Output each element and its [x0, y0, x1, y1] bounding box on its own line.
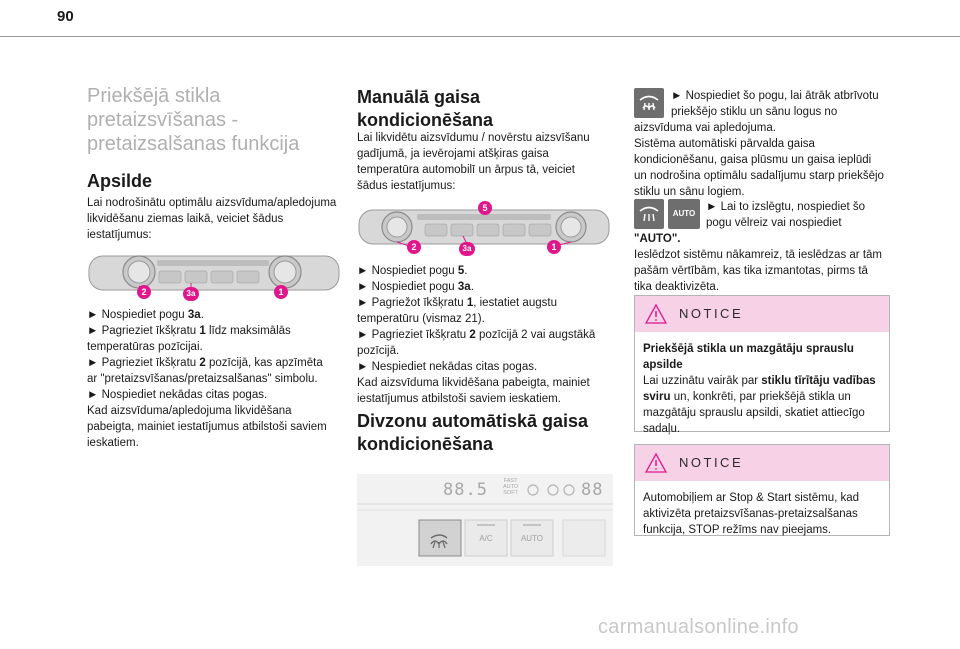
step-line: ► Nospiediet pogu 3a.	[357, 281, 474, 293]
apsilde-steps	[87, 307, 349, 451]
dual-zone-panel-illustration	[357, 474, 613, 566]
heating-panel-illustration	[87, 250, 342, 302]
step-line: temperatūru (vismaz 21).	[357, 313, 485, 325]
top-rule	[0, 36, 960, 37]
text-line: ieskatiem.	[87, 437, 139, 449]
notice-body	[635, 481, 889, 546]
section-title-line: pretaizsalšanas funkcija	[87, 133, 300, 155]
text-line: Kad aizsvīduma/apledojuma likvidēšana	[87, 405, 292, 417]
text-line: pogu vēlreiz vai nospiediet	[706, 217, 842, 229]
notice-body	[635, 332, 889, 445]
text-line: pašām vērtībām, kas tika izmantotas, pirms tā	[634, 265, 868, 277]
text-line: Lai nodrošinātu optimālu aizsvīduma/apledojuma	[87, 197, 337, 209]
text-line: iestatījumus atbilstoši saviem ieskatiem.	[357, 393, 561, 405]
callout-5: 5	[478, 201, 492, 215]
notice-header	[635, 445, 889, 481]
manual-ac-panel-illustration	[357, 198, 612, 258]
notice-subtitle: Priekšējā stikla un mazgātāju sprauslu	[643, 343, 854, 355]
step-line: ► Pagriežot īkšķratu 1, iestatiet augstu	[357, 297, 557, 309]
auto-button[interactable]: AUTO	[520, 534, 544, 543]
step-line: temperatūras pozīcijai.	[87, 341, 203, 353]
notice-box-1	[634, 295, 890, 435]
heading-manual-ac	[357, 86, 493, 132]
section-title-line: pretaizsvīšanas -	[87, 109, 239, 131]
text-line: priekšējo stiklu un sānu logus no	[671, 106, 838, 118]
notice-box-2	[634, 444, 890, 536]
defrost-para	[634, 88, 896, 200]
mode-label: SOFT	[503, 490, 518, 496]
step-line: ► Pagrieziet īkšķratu 1 līdz maksimālās	[87, 325, 291, 337]
step-line: ► Nospiediet pogu 5.	[357, 265, 468, 277]
notice-subtitle: apsilde	[643, 359, 683, 371]
text-line: likvidēšanu ziemas laikā, veiciet šādus	[87, 213, 284, 225]
display-right-temp: 88	[581, 480, 604, 500]
warning-icon	[645, 453, 667, 473]
heading-line: kondicionēšana	[357, 434, 494, 454]
text-line: un nodrošina optimālu sadalījumu starp priekšējo	[634, 170, 884, 182]
text-line: aktivizēta pretaizsvīšanas-pretaizsalšanas	[643, 508, 858, 520]
step-line: ► Pagrieziet īkšķratu 2 pozīcijā 2 vai augstākā	[357, 329, 596, 341]
off-para	[634, 199, 896, 295]
text-line: Automobiļiem ar Stop & Start sistēmu, kad	[643, 492, 860, 504]
callout-1: 1	[274, 285, 288, 299]
text-line: pabeigta, mainiet iestatījumus atbilstoši saviem	[87, 421, 327, 433]
text-line: ► Lai to izslēgtu, nospiediet šo	[706, 201, 866, 213]
text-line: Ieslēdzot sistēmu nākamreiz, tā ieslēdzas ar tām	[634, 249, 882, 261]
step-line: ► Nospiediet pogu 3a.	[87, 309, 204, 321]
text-line: temperatūra automobilī un ārpus tā, veiciet	[357, 164, 575, 176]
text-line: Lai uzzinātu vairāk par stiklu tīrītāju vadības	[643, 375, 876, 387]
text-line: gadījumā, ja ievērojami atšķiras gaisa	[357, 148, 549, 160]
text-line: sviru un, konkrēti, par priekšējā stikla un	[643, 391, 851, 403]
text-line: "AUTO".	[634, 233, 681, 245]
callout-2: 2	[137, 285, 151, 299]
section-title	[87, 84, 347, 156]
text-line: mazgātāju sprauslu apsildi, skatiet attiecīgo	[643, 407, 865, 419]
step-line: ► Nespiediet nekādas citas pogas.	[357, 361, 538, 373]
step-line: ar "pretaizsvīšanas/pretaizsalšanas" simbolu.	[87, 373, 318, 385]
notice-title: NOTICE	[679, 455, 744, 470]
display-left-temp: 88.5	[443, 480, 488, 500]
heading-line: kondicionēšana	[357, 110, 494, 130]
step-line: ► Pagrieziet īkšķratu 2 pozīcijā, kas apzīmēta	[87, 357, 323, 369]
callout-2: 2	[407, 240, 421, 254]
text-line: stiklu un sānu logiem.	[634, 186, 745, 198]
callout-3a: 3a	[183, 287, 199, 301]
text-line: Lai likvidētu aizsvīdumu / novērstu aizsvīšanu	[357, 132, 590, 144]
text-line: tika deaktivizēta.	[634, 281, 720, 293]
callout-3a: 3a	[459, 242, 475, 256]
manual-ac-steps	[357, 263, 619, 407]
notice-title: NOTICE	[679, 306, 744, 321]
text-line: iestatījumus:	[87, 229, 152, 241]
defrost-button[interactable]	[419, 520, 461, 556]
step-line: pozīcijā.	[357, 345, 400, 357]
callout-1: 1	[547, 240, 561, 254]
page-number: 90	[57, 8, 74, 25]
section-title-line: Priekšējā stikla	[87, 85, 221, 107]
mode-label: FAST	[503, 478, 518, 484]
fan-mode-labels	[503, 478, 518, 496]
text-line: šādus iestatījumus:	[357, 180, 456, 192]
text-line: kondicionēšanu, gaisa plūsmu un gaisa ieplūdi	[634, 154, 872, 166]
text-line: aizsvīduma vai apledojuma.	[634, 122, 776, 134]
heading-apsilde: Apsilde	[87, 171, 153, 191]
auto-icon-box: AUTO	[668, 199, 700, 229]
watermark[interactable]: carmanualsonline.info	[598, 616, 799, 638]
text-line: sadaļu.	[643, 423, 681, 435]
apsilde-intro	[87, 195, 347, 243]
mode-label: AUTO	[503, 484, 519, 490]
text-line: Sistēma automātiski pārvalda gaisa	[634, 138, 815, 150]
manual-ac-intro	[357, 130, 617, 194]
text-line: funkcija, STOP režīms nav pieejams.	[643, 524, 832, 536]
ac-button[interactable]: A/C	[479, 534, 493, 543]
heading-dual-zone	[357, 410, 588, 456]
step-line: ► Nospiediet nekādas citas pogas.	[87, 389, 268, 401]
text-line: ► Nospiediet šo pogu, lai ātrāk atbrīvotu	[671, 90, 879, 102]
heading-line: Divzonu automātiskā gaisa	[357, 411, 589, 431]
heating-panel-svg	[87, 250, 342, 302]
warning-icon	[645, 304, 667, 324]
notice-header	[635, 296, 889, 332]
text-line: Kad aizsvīduma likvidēšana pabeigta, mainiet	[357, 377, 590, 389]
heading-line: Manuālā gaisa	[357, 87, 481, 107]
